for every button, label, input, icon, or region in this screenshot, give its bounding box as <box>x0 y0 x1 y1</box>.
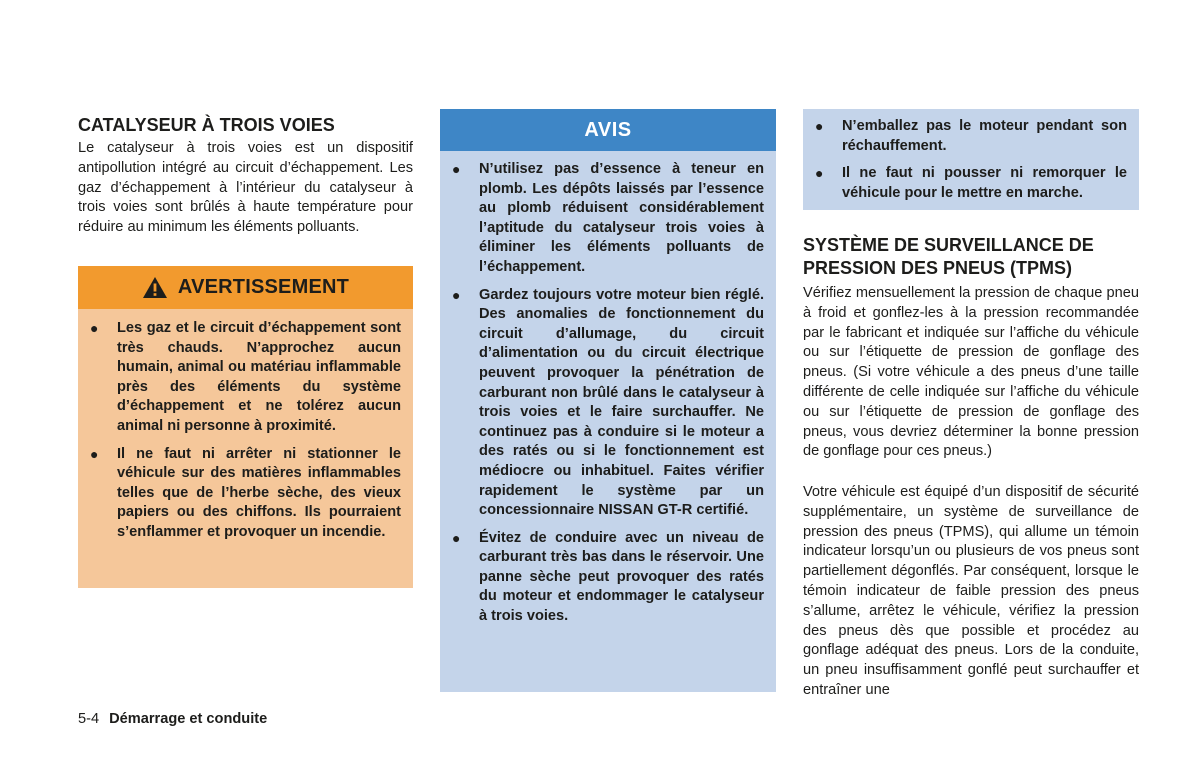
notice-continued-item <box>803 117 1127 156</box>
notice-item <box>440 529 764 627</box>
bullet-icon: ● <box>452 286 461 303</box>
notice-item <box>440 160 764 278</box>
warning-title: AVERTISSEMENT <box>177 276 350 298</box>
bullet-icon: ● <box>452 161 461 177</box>
notice-continued-list <box>803 117 1127 211</box>
tpms-title: SYSTÈME DE SURVEILLANCE DE PRESSION DES PNEUS (TPMS) <box>803 235 1094 278</box>
notice-item-text: N’utilisez pas d’essence à teneur en plomb. Les dépôts laissés par l’essence au plomb réduisent considérablement l’aptitude du catalyseur trois voies à éliminer les éléments polluants de l’échappement. <box>479 161 764 275</box>
warning-item-text: Les gaz et le circuit d’échappement sont très chauds. N’approchez aucun humain, animal ou matériau inflammable près des éléments du système d’échappement et ne tolérez aucun animal ni personne à proximité. <box>117 320 401 434</box>
notice-list <box>440 160 764 635</box>
warning-triangle-icon <box>142 276 168 299</box>
notice-item-text: Gardez toujours votre moteur bien réglé. Des anomalies de fonctionnement du circuit d’allumage, du circuit d’alimentation ou du circuit électrique peuvent provoquer la pénétration de carburant non brûlé dans le catalyseur à trois voies et le faire surchauffer. Ne continuez pas à conduire si le moteur a des ratés ou si le fonctionnement est médiocre ou inhabituel. Faites vérifier rapidement le système par un concessionnaire NISSAN GT-R certifié. <box>479 286 764 519</box>
notice-continued-box <box>803 109 1139 210</box>
bullet-icon: ● <box>815 165 824 182</box>
catalyseur-title: CATALYSEUR À TROIS VOIES <box>78 115 335 135</box>
notice-continued-item-text: N’emballez pas le moteur pendant son réchauffement. <box>842 118 1127 154</box>
tpms-paragraph-1: Vérifiez mensuellement la pression de chaque pneu à froid et gonflez-les à la pression recommandée par le fabricant et indiquée sur l’affiche du véhicule ou sur l’étiquette de pression de gonflage des pneus. (Si votre véhicule a des pneus d’une taille différente de celle indiquée sur l’affiche du véhicule ou sur l’étiquette de pression de gonflage des pneus, vous devriez déterminer la bonne pression de gonflage pour ces pneus.) <box>803 285 1139 460</box>
notice-box <box>440 109 776 692</box>
warning-list <box>78 319 401 551</box>
notice-title: AVIS <box>584 118 632 141</box>
warning-item <box>78 445 401 543</box>
notice-item <box>440 286 764 521</box>
warning-item-text: Il ne faut ni arrêter ni stationner le véhicule sur des matières inflammables telles que de l’herbe sèche, des vieux papiers ou des chiffons. Ils pourraient s’enflammer et provoquer un incendie. <box>117 445 401 540</box>
catalyseur-text: Le catalyseur à trois voies est un dispositif antipollution intégré au circuit d’échappement. Les gaz d’échappement à l’intérieur du catalyseur à trois voies sont brûlés à haute température pour réduire au minimum les éléments polluants. <box>78 140 413 236</box>
notice-header <box>440 109 776 151</box>
notice-continued-item-text: Il ne faut ni pousser ni remorquer le véhicule pour le mettre en marche. <box>842 165 1127 201</box>
tpms-paragraph-2: Votre véhicule est équipé d’un dispositif de sécurité supplémentaire, un système de surveillance de pression des pneus (TPMS), qui allume un témoin indicateur lorsqu’un ou plusieurs de vos pneus sont partiellement dégonflés. Par conséquent, lorsque le témoin indicateur de faible pression des pneus s’allume, arrêtez le véhicule, vérifiez la pression des pneus dès que possible et procédez au gonflage adéquat des pneus. Lors de la conduite, un pneu insuffisamment gonflé peut surchauffer et entraîner une <box>803 484 1139 698</box>
chapter-title: Démarrage et conduite <box>109 711 268 727</box>
warning-header <box>78 266 413 309</box>
warning-box <box>78 266 413 588</box>
warning-item <box>78 319 401 437</box>
page-number: 5-4 <box>78 711 100 727</box>
notice-item-text: Évitez de conduire avec un niveau de carburant très bas dans le réservoir. Une panne sèche peut provoquer des ratés du moteur et endommager le catalyseur à trois voies. <box>479 529 764 625</box>
bullet-icon: ● <box>452 529 461 546</box>
bullet-icon: ● <box>815 118 824 134</box>
notice-continued-item <box>803 164 1127 203</box>
page-footer <box>78 711 267 727</box>
bullet-icon: ● <box>90 445 99 462</box>
bullet-icon: ● <box>90 320 99 336</box>
